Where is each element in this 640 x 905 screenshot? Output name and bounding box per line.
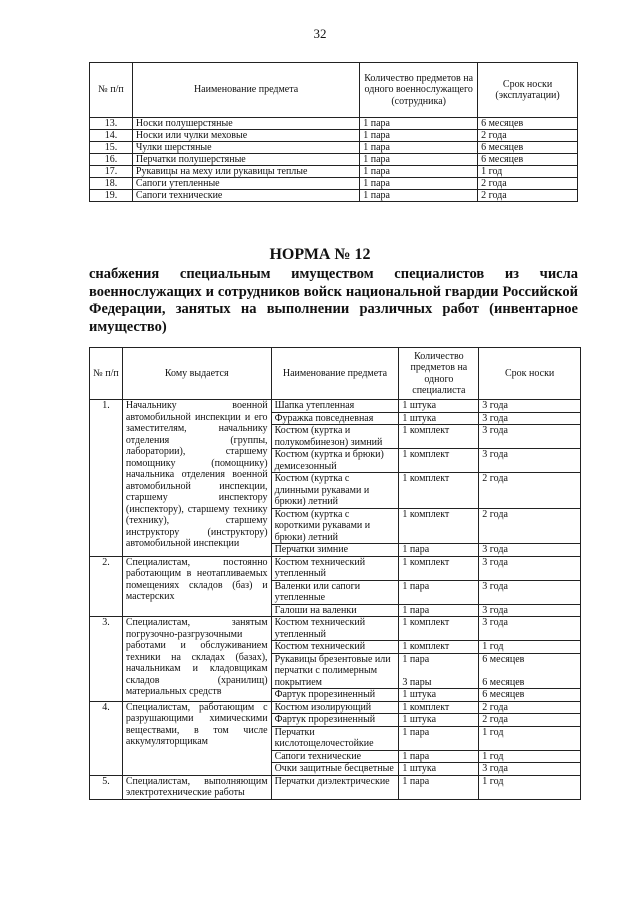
row-number: 15. — [90, 142, 133, 154]
table-row — [90, 142, 578, 154]
item-name: Фартук прорезиненный — [271, 689, 399, 702]
wear-term: 3 года — [479, 604, 581, 617]
item-name: Фартук прорезиненный — [271, 714, 399, 727]
quantity: 1 комплект — [399, 641, 479, 654]
item-name: Рукавицы на меху или рукавицы теплые — [132, 166, 359, 178]
table-row — [90, 178, 578, 190]
row-number: 14. — [90, 130, 133, 142]
wear-term: 2 года — [478, 130, 578, 142]
wear-term: 6 месяцев — [478, 118, 578, 130]
quantity: 1 пара — [399, 580, 479, 604]
item-name: Костюм изолирующий — [271, 701, 399, 714]
item-name: Очки защитные бесцветные — [271, 763, 399, 776]
col-header-number: № п/п — [90, 348, 123, 400]
item-name: Сапоги технические — [132, 190, 359, 202]
wear-term: 1 год — [479, 726, 581, 750]
quantity-value: 1 пара — [402, 653, 430, 665]
quantity: 1 пара — [360, 130, 478, 142]
wear-term: 2 года — [478, 190, 578, 202]
col-header-number: № п/п — [90, 63, 133, 118]
item-name: Костюм технический утепленный — [271, 617, 399, 641]
item-name: Шапка утепленная — [271, 400, 399, 413]
item-name: Костюм (куртка с длинными рукавами и брюки) летний — [271, 473, 399, 509]
col-header-wear-term: Срок носки (эксплуатации) — [478, 63, 578, 118]
quantity: 1 штука — [399, 689, 479, 702]
wear-term: 3 года — [479, 556, 581, 580]
wear-term: 1 год — [479, 641, 581, 654]
table2-body — [90, 400, 581, 800]
quantity: 1 комплект — [399, 617, 479, 641]
wear-term: 2 года — [479, 714, 581, 727]
clothing-table-continued — [89, 62, 578, 202]
item-name: Костюм технический — [271, 641, 399, 654]
recipient: Специалистам, постоянно работающим в неотапливаемых помещениях складов (баз) и мастерских — [122, 556, 271, 617]
wear-term: 6 месяцев — [479, 689, 581, 702]
row-number: 4. — [90, 701, 123, 775]
row-number: 19. — [90, 190, 133, 202]
wear-term: 6 месяцев — [478, 154, 578, 166]
wear-term: 3 года — [479, 412, 581, 425]
row-number: 17. — [90, 166, 133, 178]
quantity: 1 пара — [399, 775, 479, 799]
col-header-item-name: Наименование предмета — [271, 348, 399, 400]
col-header-quantity: Количество предметов на одного военнослужащего (сотрудника) — [360, 63, 478, 118]
item-name: Валенки или сапоги утепленные — [271, 580, 399, 604]
quantity: 1 штука — [399, 412, 479, 425]
quantity — [399, 653, 479, 689]
norma-title: НОРМА № 12 — [269, 246, 371, 263]
row-number: 2. — [90, 556, 123, 617]
norma-subtitle: снабжения специальным имуществом специалистов из числа военнослужащих и сотрудников войск национальной гвардии Российской Федерации, занятых на выполнении различных работ (инвентарное имущество) — [89, 266, 578, 335]
quantity: 1 пара — [399, 544, 479, 557]
col-header-recipient: Кому выдается — [122, 348, 271, 400]
wear-term: 3 года — [479, 400, 581, 413]
quantity: 1 пара — [360, 178, 478, 190]
wear-term: 1 год — [479, 750, 581, 763]
quantity: 1 комплект — [399, 556, 479, 580]
wear-term: 3 года — [479, 617, 581, 641]
table-row — [90, 166, 578, 178]
recipient: Начальнику военной автомобильной инспекции и его заместителям, начальнику отделения (группы, лаборатории), старшему помощнику (помощнику) начальника отделения военной автомобильной инспекции, старшему инспектору (инспектору), старшему технику (технику), старшему инструктору (инструктору) автомобильной инспекции — [122, 400, 271, 557]
quantity: 1 пара — [399, 604, 479, 617]
wear-term: 3 года — [479, 449, 581, 473]
col-header-item-name: Наименование предмета — [132, 63, 359, 118]
wear-term: 3 года — [479, 425, 581, 449]
item-name: Сапоги технические — [271, 750, 399, 763]
quantity: 1 пара — [360, 118, 478, 130]
row-number: 18. — [90, 178, 133, 190]
recipient: Специалистам, работающим с разрушающими химическими веществами, в том числе аккумуляторщикам — [122, 701, 271, 775]
item-name: Сапоги утепленные — [132, 178, 359, 190]
page-number: 32 — [313, 26, 327, 41]
row-number: 13. — [90, 118, 133, 130]
quantity: 1 комплект — [399, 425, 479, 449]
table1-body — [90, 118, 578, 202]
table-row — [90, 118, 578, 130]
row-number: 3. — [90, 617, 123, 702]
item-name: Перчатки полушерстяные — [132, 154, 359, 166]
item-name: Чулки шерстяные — [132, 142, 359, 154]
item-name: Костюм (куртка и брюки) демисезонный — [271, 449, 399, 473]
table-row — [90, 190, 578, 202]
col-header-wear-term: Срок носки — [479, 348, 581, 400]
recipient: Специалистам, занятым погрузочно-разгрузочными работами и обслуживанием техники на складах (базах), начальникам и кладовщикам складов (хранилищ) материальных средств — [122, 617, 271, 702]
wear-term: 1 год — [479, 775, 581, 799]
quantity: 1 комплект — [399, 701, 479, 714]
quantity: 1 комплект — [399, 449, 479, 473]
wear-term: 2 года — [479, 473, 581, 509]
wear-term-value: 6 месяцев — [482, 676, 525, 688]
item-name: Рукавицы брезентовые или перчатки с полимерным покрытием — [271, 653, 399, 689]
wear-term: 2 года — [479, 508, 581, 544]
quantity: 1 штука — [399, 714, 479, 727]
quantity-value: 3 пары — [402, 676, 432, 688]
table-row — [90, 556, 581, 580]
item-name: Фуражка повседневная — [271, 412, 399, 425]
col-header-quantity: Количество предметов на одного специалиста — [399, 348, 479, 400]
item-name: Галоши на валенки — [271, 604, 399, 617]
wear-term-value: 6 месяцев — [482, 653, 525, 665]
wear-term — [479, 653, 581, 689]
wear-term: 3 года — [479, 544, 581, 557]
quantity: 1 пара — [399, 726, 479, 750]
quantity: 1 пара — [360, 166, 478, 178]
item-name: Перчатки диэлектрические — [271, 775, 399, 799]
item-name: Носки или чулки меховые — [132, 130, 359, 142]
wear-term: 2 года — [479, 701, 581, 714]
table-row — [90, 154, 578, 166]
quantity: 1 комплект — [399, 473, 479, 509]
item-name: Костюм (куртка и полукомбинезон) зимний — [271, 425, 399, 449]
item-name: Костюм технический утепленный — [271, 556, 399, 580]
item-name: Костюм (куртка с короткими рукавами и брюки) летний — [271, 508, 399, 544]
wear-term: 3 года — [479, 580, 581, 604]
table-row — [90, 130, 578, 142]
row-number: 16. — [90, 154, 133, 166]
wear-term: 3 года — [479, 763, 581, 776]
item-name: Перчатки кислотощелочестойкие — [271, 726, 399, 750]
quantity: 1 штука — [399, 763, 479, 776]
special-equipment-table — [89, 347, 581, 800]
wear-term: 1 год — [478, 166, 578, 178]
wear-term: 6 месяцев — [478, 142, 578, 154]
quantity: 1 пара — [360, 142, 478, 154]
quantity: 1 пара — [360, 154, 478, 166]
table-row — [90, 617, 581, 641]
quantity: 1 штука — [399, 400, 479, 413]
table-row — [90, 701, 581, 714]
quantity: 1 пара — [360, 190, 478, 202]
wear-term: 2 года — [478, 178, 578, 190]
table-row — [90, 400, 581, 413]
quantity: 1 комплект — [399, 508, 479, 544]
row-number: 5. — [90, 775, 123, 799]
quantity: 1 пара — [399, 750, 479, 763]
table-row — [90, 775, 581, 799]
item-name: Носки полушерстяные — [132, 118, 359, 130]
row-number: 1. — [90, 400, 123, 557]
item-name: Перчатки зимние — [271, 544, 399, 557]
recipient: Специалистам, выполняющим электротехнические работы — [122, 775, 271, 799]
